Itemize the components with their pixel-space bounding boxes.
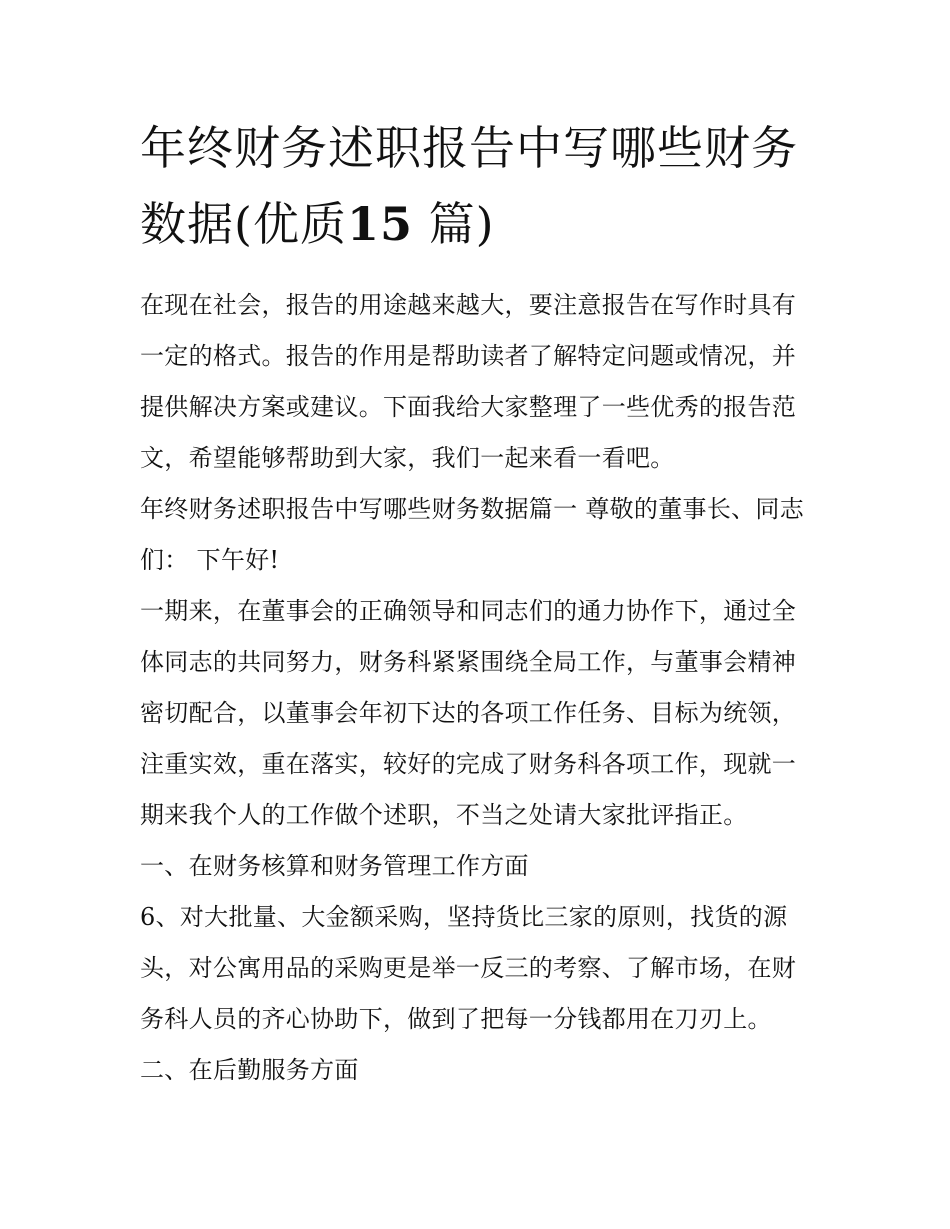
document-title: [140, 110, 812, 262]
title-text-end: 篇): [428, 197, 495, 251]
body-paragraph: 一期来，在董事会的正确领导和同志们的通力协作下，通过全体同志的共同努力，财务科紧紧围绕全局工作，与董事会精神密切配合，以董事会年初下达的各项工作任务、目标为统领，注重实效，重在落实，较好的完成了财务科各项工作，现就一期来我个人的工作做个述职，不当之处请大家批评指正。: [140, 597, 797, 829]
title-text-main: 年终财务述职报告中写哪些财务数据(优质: [140, 121, 798, 251]
subsection-heading-finance: 一、在财务核算和财务管理工作方面: [140, 852, 529, 880]
section-heading-paragraph: 年终财务述职报告中写哪些财务数据篇一 尊敬的董事长、同志们： 下午好!: [140, 495, 805, 574]
subsection-heading-logistics: 二、在后勤服务方面: [140, 1056, 359, 1084]
intro-paragraph: 在现在社会，报告的用途越来越大，要注意报告在写作时具有一定的格式。报告的作用是帮助读者了解特定问题或情况，并提供解决方案或建议。下面我给大家整理了一些优秀的报告范文，希望能够帮助到大家，我们一起来看一看吧。: [140, 291, 797, 472]
title-number: 15: [346, 197, 413, 251]
body-paragraph-procurement: 6、对大批量、大金额采购，坚持货比三家的原则，找货的源头，对公寓用品的采购更是举一反三的考察、了解市场，在财务科人员的齐心协助下，做到了把每一分钱都用在刀刃上。: [140, 903, 797, 1033]
document-page: [140, 110, 812, 1096]
